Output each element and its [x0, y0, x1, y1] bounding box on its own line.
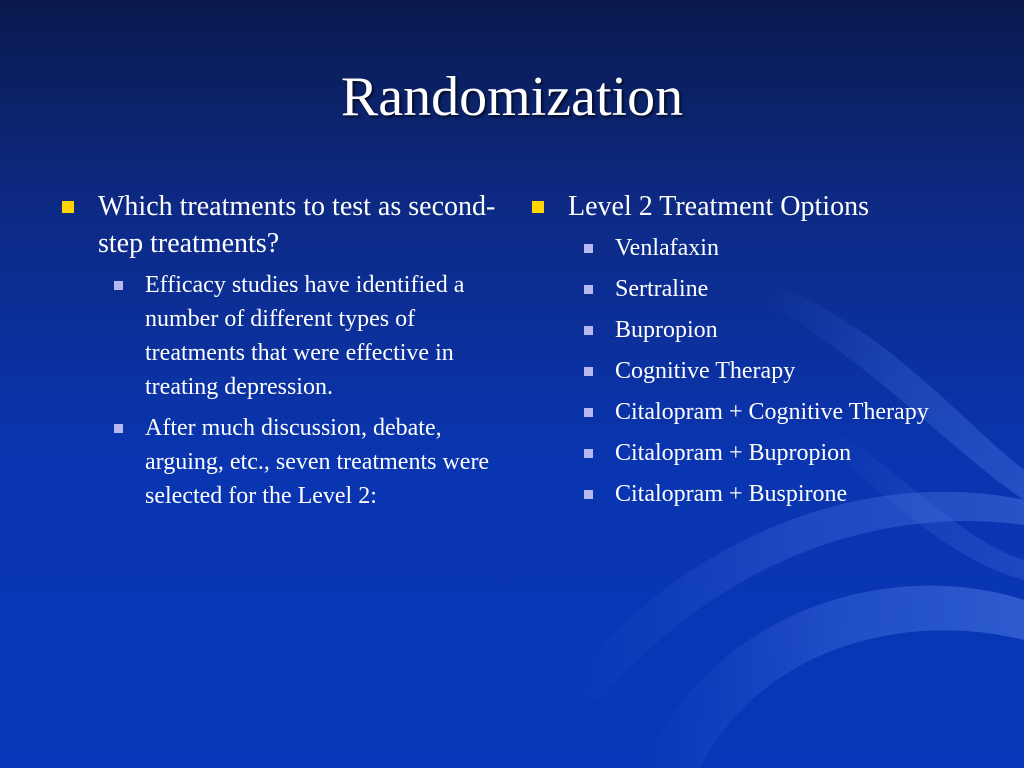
- slide-title: Randomization: [340, 66, 684, 128]
- right-main-point: [532, 188, 972, 225]
- list-item: [114, 411, 502, 513]
- left-sub-list: [62, 268, 502, 513]
- left-heading: Which treatments to test as second-step treatments?: [98, 191, 496, 259]
- square-bullet-icon: [114, 281, 123, 290]
- list-item: [584, 354, 972, 388]
- treatment-option-text: Bupropion: [615, 317, 718, 343]
- square-bullet-icon: [584, 490, 593, 499]
- list-item: [584, 313, 972, 347]
- square-bullet-icon: [584, 326, 593, 335]
- treatment-option-text: Citalopram + Buspirone: [615, 481, 848, 507]
- treatment-option-text: Sertraline: [615, 276, 709, 302]
- right-heading: Level 2 Treatment Options: [568, 191, 869, 222]
- square-bullet-icon: [584, 449, 593, 458]
- square-bullet-icon: [532, 201, 544, 213]
- list-item: [114, 268, 502, 404]
- square-bullet-icon: [584, 367, 593, 376]
- list-item: [584, 477, 972, 511]
- square-bullet-icon: [584, 408, 593, 417]
- square-bullet-icon: [584, 244, 593, 253]
- list-item: [584, 231, 972, 265]
- left-main-point: [62, 188, 502, 262]
- treatment-option-text: Citalopram + Cognitive Therapy: [615, 399, 929, 425]
- left-column: [62, 188, 502, 520]
- sub-point-text: Efficacy studies have identified a number of different types of treatments that were effective in treating depression.: [145, 272, 465, 400]
- square-bullet-icon: [114, 424, 123, 433]
- right-column: [532, 188, 972, 518]
- square-bullet-icon: [62, 201, 74, 213]
- treatment-option-text: Venlafaxin: [615, 235, 719, 261]
- square-bullet-icon: [584, 285, 593, 294]
- list-item: [584, 436, 972, 470]
- treatment-option-text: Citalopram + Bupropion: [615, 440, 852, 466]
- treatment-options-list: [532, 231, 972, 511]
- treatment-option-text: Cognitive Therapy: [615, 358, 796, 384]
- list-item: [584, 395, 972, 429]
- sub-point-text: After much discussion, debate, arguing, etc., seven treatments were selected for the Level 2:: [145, 415, 490, 509]
- list-item: [584, 272, 972, 306]
